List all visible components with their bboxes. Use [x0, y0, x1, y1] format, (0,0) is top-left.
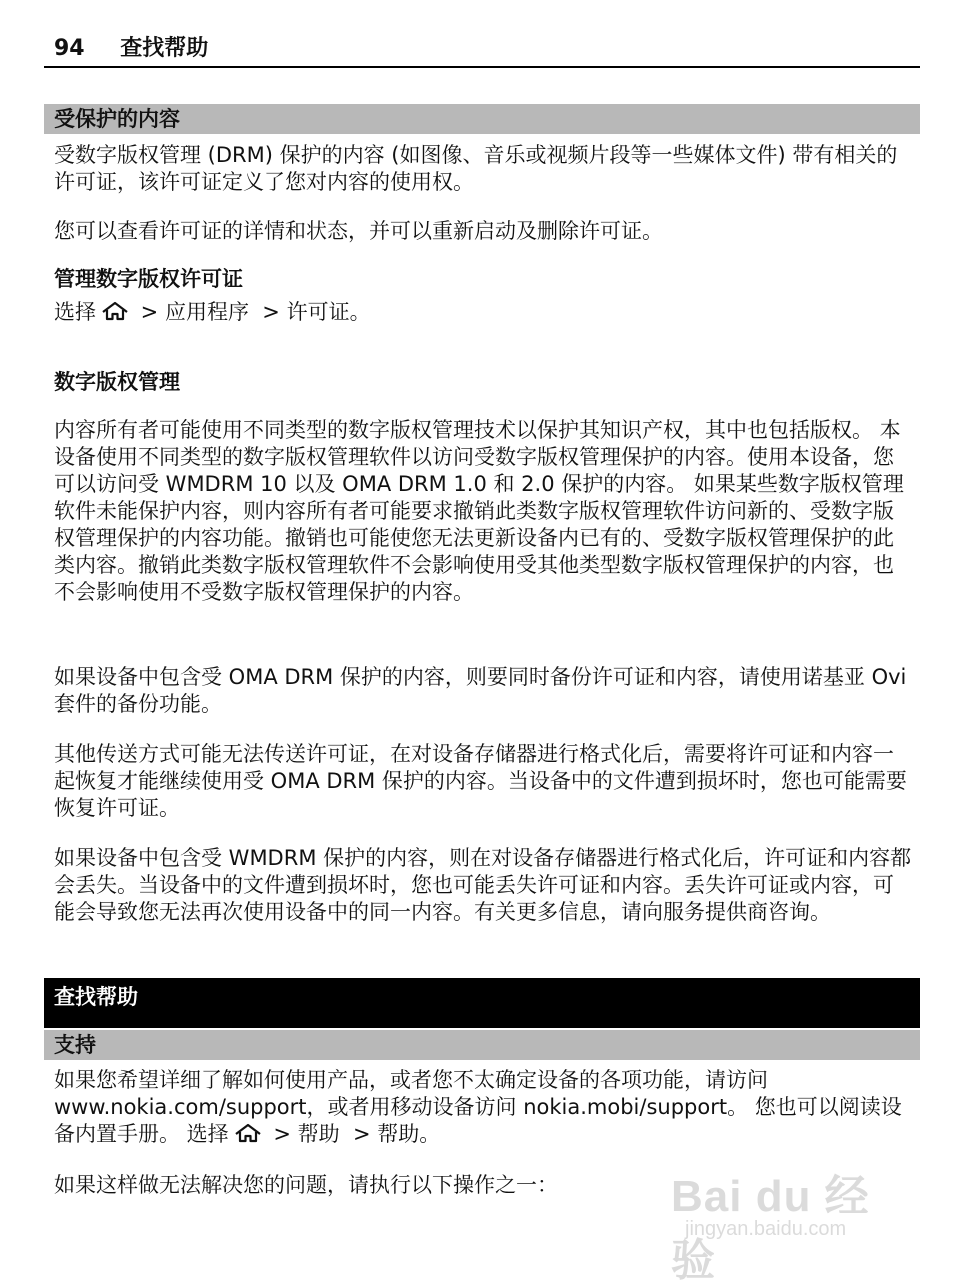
nav-instruction-licenses: [54, 299, 914, 326]
drm-paragraph-4: 如果设备中包含受 WMDRM 保护的内容，则在对设备存储器进行格式化后，许可证和内容都会丢失。当设备中的文件遭到损坏时，您也可能丢失许可证和内容。丢失许可证或内容，可能会导致您无法再次使用设备中的同一内容。有关更多信息，请向服务提供商咨询。: [54, 846, 912, 924]
document-page: [44, 0, 920, 1280]
watermark-logo: Bai du 经验: [671, 1172, 870, 1285]
home-icon: [233, 1123, 263, 1143]
nav-prefix: 选择: [54, 300, 96, 324]
support-text: 如果您希望详细了解如何使用产品，或者您不太确定设备的各项功能，请访问 www.nokia.com/support，或者用移动设备访问 nokia.mobi/support。 您也可以阅读设备内置手册。 选择: [54, 1068, 902, 1146]
page-number: 94: [54, 36, 85, 61]
baidu-watermark: [671, 1160, 911, 1285]
drm-paragraph-2: 如果设备中包含受 OMA DRM 保护的内容，则要同时备份许可证和内容，请使用诺基亚 Ovi 套件的备份功能。: [54, 665, 907, 716]
watermark-url: jingyan.baidu.com: [685, 1218, 847, 1240]
support-followup-paragraph: 如果这样做无法解决您的问题，请执行以下操作之一：: [54, 1173, 558, 1197]
subheading-drm: 数字版权管理: [54, 370, 180, 394]
license-view-paragraph: 您可以查看许可证的详情和状态，并可以重新启动及删除许可证。: [54, 219, 663, 243]
support-paragraph: [54, 1067, 914, 1148]
nav-path-licenses: > 许可证。: [248, 300, 371, 324]
drm-paragraph-1: 内容所有者可能使用不同类型的数字版权管理技术以保护其知识产权，其中也包括版权。 本设备使用不同类型的数字版权管理软件以访问受数字版权管理保护的内容。使用本设备，您可以访问受 WMDRM 10 以及 OMA DRM 1.0 和 2.0 保护的内容。 如果某些数字版权管理软件未能保护内容，则内容所有者可能要求撤销此类数字版权管理软件访问新的、受数字版权管理保护的内容功能。撤销也可能使您无法更新设备内已有的、受数字版权管理保护的此类内容。撤销此类数字版权管理软件不会影响使用受其他类型数字版权管理保护的内容，也不会影响使用不受数字版权管理保护的内容。: [54, 418, 904, 604]
section-heading-support: 支持: [44, 1030, 920, 1060]
nav-path-help: > 帮助: [266, 1122, 340, 1146]
home-icon: [100, 301, 130, 321]
chapter-title: 查找帮助: [120, 36, 209, 61]
drm-paragraph-3: 其他传送方式可能无法传送许可证，在对设备存储器进行格式化后，需要将许可证和内容一起恢复才能继续使用受 OMA DRM 保护的内容。当设备中的文件遭到损坏时，您也可能需要恢复许可证。: [54, 742, 907, 820]
subheading-manage-licenses: 管理数字版权许可证: [54, 267, 243, 291]
protected-content-paragraph: 受数字版权管理 (DRM) 保护的内容 (如图像、音乐或视频片段等一些媒体文件) 带有相关的许可证，该许可证定义了您对内容的使用权。: [54, 143, 898, 194]
page-header: [44, 32, 920, 68]
section-heading-protected-content: 受保护的内容: [44, 104, 920, 134]
chapter-bar-find-help: 查找帮助: [44, 978, 920, 1028]
nav-path-applications: > 应用程序: [134, 300, 249, 324]
nav-path-help-2: > 帮助。: [339, 1122, 441, 1146]
